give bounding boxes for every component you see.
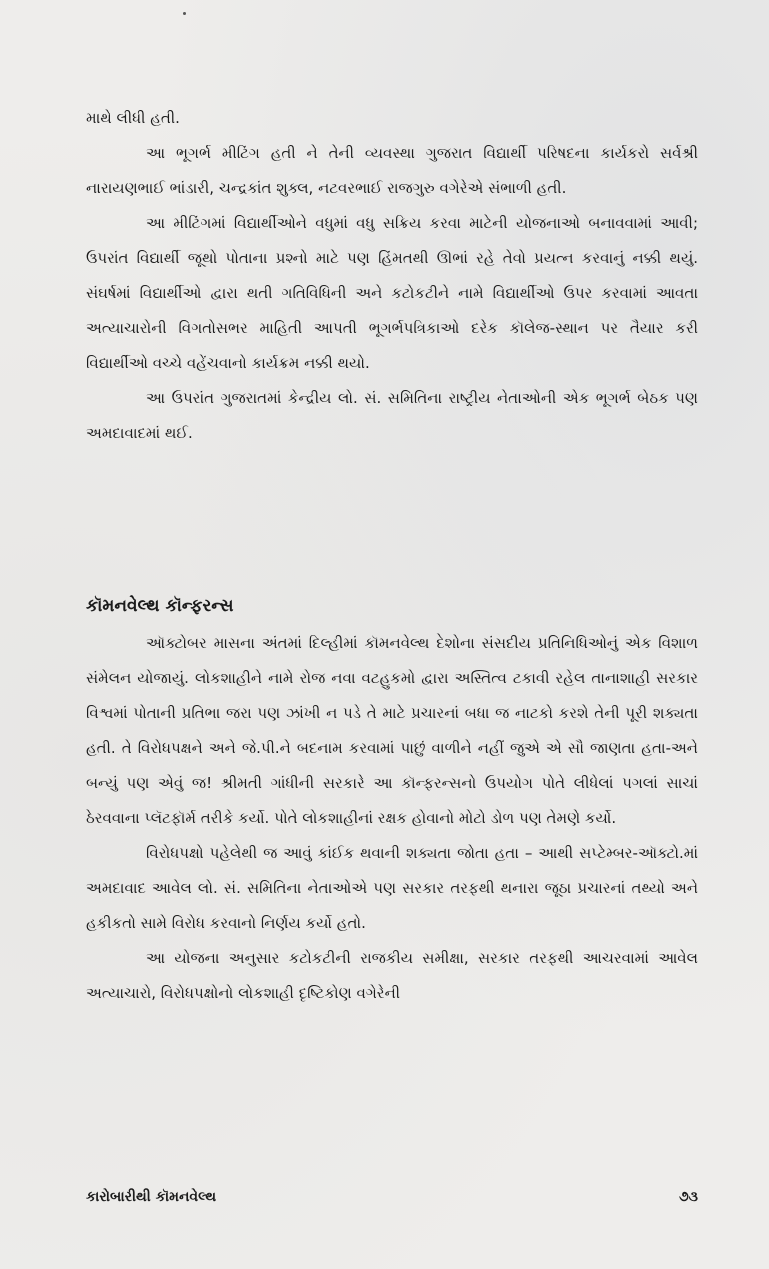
paragraph: ઑક્ટોબર માસના અંતમાં દિલ્હીમાં કૉમનવેલ્થ દેશોના સંસદીય પ્રતિનિધિઓનું એક વિશાળ સંમેલન યોજાયું. લોકશાહીને નામે રોજ નવા વટહુકમો દ્વારા અસ્તિત્વ ટકાવી રહેલ તાનાશાહી સરકાર વિશ્વમાં પોતાની પ્રતિભા જરા પણ ઝાંખી ન પડે તે માટે પ્રચારનાં બધા જ નાટકો કરશે તેની પૂરી શક્યતા હતી. તે વિરોધપક્ષને અને જે.પી.ને બદનામ કરવામાં પાછું વાળીને નહીં જુએ એ સૌ જાણતા હતા-અને બન્યું પણ એવું જ! શ્રીમતી ગાંધીની સરકારે આ કૉન્ફરન્સનો ઉપયોગ પોતે લીધેલાં પગલાં સાચાં ઠેરવવાના પ્લૅટફૉર્મ તરીકે કર્યો. પોતે લોકશાહીનાં રક્ષક હોવાનો મોટો ડોળ પણ તેમણે કર્યો.: [86, 634, 698, 827]
paragraph: માથે લીધી હતી.: [86, 109, 180, 127]
page-speck: [183, 12, 186, 15]
section-heading: કૉમનવેલ્થ કૉન્ફરન્સ: [86, 596, 234, 616]
paragraph: આ ઉપરાંત ગુજરાતમાં કેન્દ્રીય લો. સં. સમિતિના રાષ્ટ્રીય નેતાઓની એક ભૂગર્ભ બેઠક પણ અમદાવાદમાં થઈ.: [86, 389, 698, 442]
body-text-top: [86, 101, 698, 451]
paragraph: વિરોધપક્ષો પહેલેથી જ આવું કાંઈક થવાની શક્યતા જોતા હતા – આથી સપ્ટેમ્બર-ઑક્ટો.માં અમદાવાદ આવેલ લો. સં. સમિતિના નેતાઓએ પણ સરકાર તરફથી થનારા જૂઠા પ્રચારનાં તથ્યો અને હકીકતો સામે વિરોધ કરવાનો નિર્ણય કર્યો હતો.: [86, 844, 698, 932]
running-footer-title: કારોબારીથી કૉમનવેલ્થ: [86, 1189, 217, 1205]
paragraph: આ મીટિંગમાં વિદ્યાર્થીઓને વધુમાં વધુ સક્રિય કરવા માટેની યોજનાઓ બનાવવામાં આવી; ઉપરાંત વિદ્યાર્થી જૂથો પોતાના પ્રશ્નો માટે પણ હિંમતથી ઊભાં રહે તેવો પ્રયત્ન કરવાનું નક્કી થયું. સંઘર્ષમાં વિદ્યાર્થીઓ દ્વારા થતી ગતિવિધિની અને કટોકટીને નામે વિદ્યાર્થીઓ ઉપર કરવામાં આવતા અત્યાચારોની વિગતોસભર માહિતી આપતી ભૂગર્ભપત્રિકાઓ દરેક કૉલેજ-સ્થાન પર તૈયાર કરી વિદ્યાર્થીઓ વચ્ચે વહેંચવાનો કાર્યક્રમ નક્કી થયો.: [86, 214, 698, 372]
page-number: ૭૩: [678, 1189, 698, 1205]
paragraph: આ યોજના અનુસાર કટોકટીની રાજકીય સમીક્ષા, સરકાર તરફથી આચરવામાં આવેલ અત્યાચારો, વિરોધપક્ષોનો લોકશાહી દૃષ્ટિકોણ વગેરેની: [86, 949, 698, 1002]
paragraph: આ ભૂગર્ભ મીટિંગ હતી ને તેની વ્યવસ્થા ગુજરાત વિદ્યાર્થી પરિષદના કાર્યકરો સર્વશ્રી નારાયણભાઈ ભાંડારી, ચન્દ્રકાંત શુક્લ, નટવરભાઈ રાજગુરુ વગેરેએ સંભાળી હતી.: [86, 144, 698, 197]
body-text-bottom: [86, 626, 698, 1011]
